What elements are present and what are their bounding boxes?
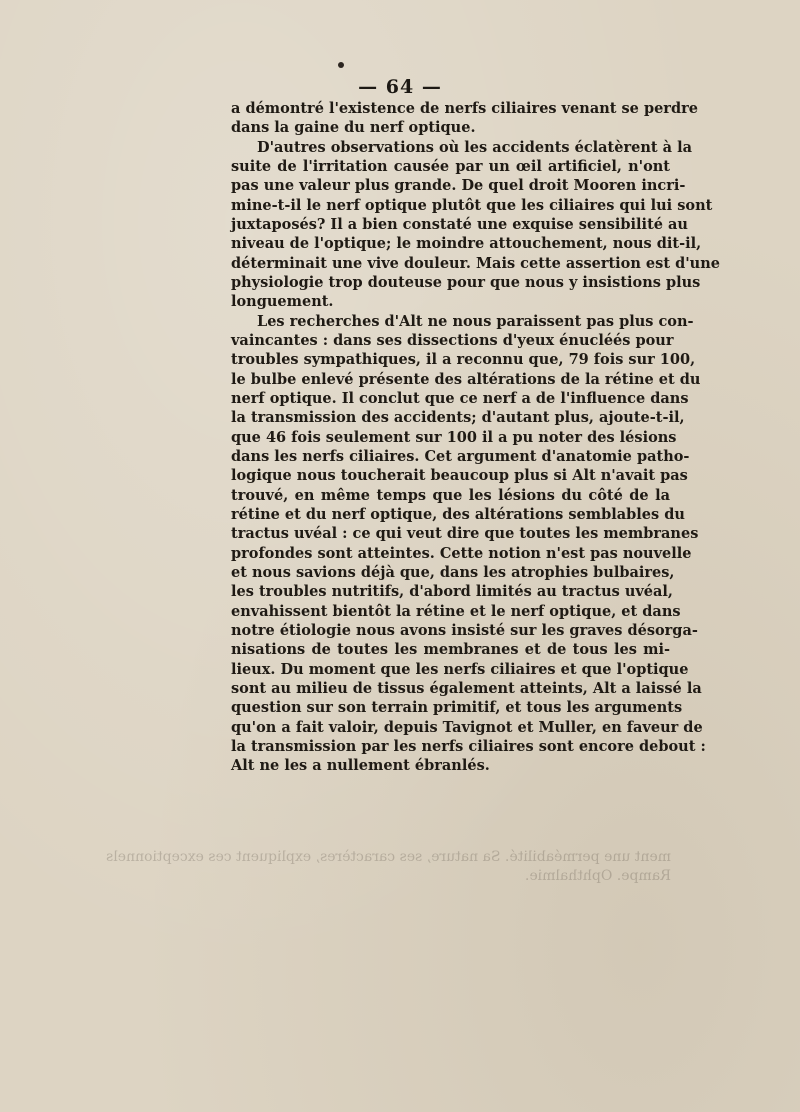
text-line: troubles sympathiques, il a reconnu que, 79 fois sur 100,	[231, 351, 696, 369]
text-line: juxtaposés? Il a bien constaté une exquise sensibilité au	[231, 215, 688, 233]
text-line: logique nous toucherait beaucoup plus si Alt n'avait pas	[231, 467, 688, 485]
body-text	[231, 99, 720, 775]
text-line: déterminait une vive douleur. Mais cette assertion est d'une	[231, 254, 720, 272]
show-through-line: Rampe. Ophthalmie.	[524, 868, 671, 884]
text-line: niveau de l'optique; le moindre attouchement, nous dit-il,	[231, 235, 702, 253]
text-line: notre étiologie nous avons insisté sur les graves désorga-	[231, 621, 698, 639]
ink-speck	[338, 62, 344, 68]
text-line: dans les nerfs ciliaires. Cet argument d'anatomie patho-	[231, 447, 690, 465]
text-line: envahissent bientôt la rétine et le nerf optique, et dans	[231, 602, 681, 620]
text-line: tractus uvéal : ce qui veut dire que toutes les membranes	[231, 525, 699, 543]
text-line: suite de l'irritation causée par un œil artificiel, n'ont	[231, 157, 670, 175]
text-line: nerf optique. Il conclut que ce nerf a de l'influence dans	[231, 389, 689, 407]
text-line: la transmission des accidents; d'autant plus, ajoute-t-il,	[231, 409, 685, 427]
text-line: et nous savions déjà que, dans les atrophies bulbaires,	[231, 563, 675, 581]
show-through-text	[106, 848, 671, 886]
text-line: le bulbe enlevé présente des altérations de la rétine et du	[231, 370, 701, 388]
text-line: longuement.	[231, 293, 334, 311]
text-line: dans la gaine du nerf optique.	[231, 119, 476, 137]
text-line: les troubles nutritifs, d'abord limités au tractus uvéal,	[231, 583, 673, 601]
text-line: physiologie trop douteuse pour que nous y insistions plus	[231, 273, 701, 291]
text-line: vaincantes : dans ses dissections d'yeux énucléés pour	[231, 331, 674, 349]
text-line: la transmission par les nerfs ciliaires sont encore debout :	[231, 737, 706, 755]
text-line: lieux. Du moment que les nerfs ciliaires et que l'optique	[231, 660, 689, 678]
text-line: trouvé, en même temps que les lésions du côté de la	[231, 486, 670, 504]
show-through-line: ment une perméabilité. Sa nature, ses caractères, expliquent ces exceptionnels	[106, 849, 671, 865]
page-number: — 64 —	[358, 76, 442, 98]
text-line: mine-t-il le nerf optique plutôt que les ciliaires qui lui sont	[231, 196, 713, 214]
text-line: qu'on a fait valoir, depuis Tavignot et Muller, en faveur de	[231, 718, 703, 736]
text-line: profondes sont atteintes. Cette notion n'est pas nouvelle	[231, 544, 692, 562]
text-line: pas une valeur plus grande. De quel droit Mooren incri-	[231, 177, 686, 195]
text-line: nisations de toutes les membranes et de tous les mi-	[231, 641, 670, 659]
text-line: a démontré l'existence de nerfs ciliaires venant se perdre	[231, 100, 698, 117]
text-line: Alt ne les a nullement ébranlés.	[231, 757, 490, 775]
text-line: que 46 fois seulement sur 100 il a pu noter des lésions	[231, 428, 677, 446]
text-line: question sur son terrain primitif, et tous les arguments	[231, 699, 683, 717]
text-line: sont au milieu de tissus également atteints, Alt a laissé la	[231, 679, 702, 697]
text-line: D'autres observations où les accidents éclatèrent à la	[257, 138, 692, 156]
text-line: rétine et du nerf optique, des altérations semblables du	[231, 505, 685, 523]
text-line: Les recherches d'Alt ne nous paraissent pas plus con-	[257, 312, 694, 330]
